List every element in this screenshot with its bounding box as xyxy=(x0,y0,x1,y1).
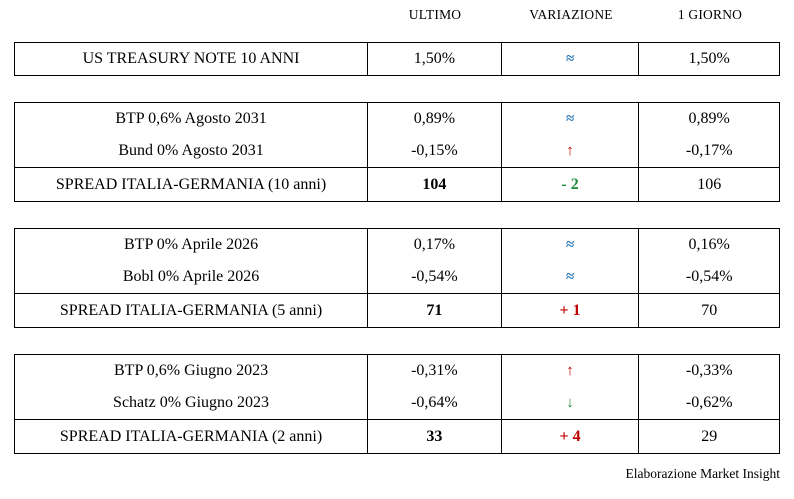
block-spread-2-anni xyxy=(14,354,780,454)
spread-row-cell xyxy=(15,167,367,201)
giorno-value: 1,50% xyxy=(688,50,730,67)
block-spacer xyxy=(0,202,794,228)
variazione-value-column xyxy=(502,103,640,201)
giorno-value: 29 xyxy=(701,427,718,445)
instrument-label-column xyxy=(15,229,368,327)
spread-row-cell xyxy=(502,293,639,327)
table-row-cell xyxy=(15,387,367,419)
table-row-cell xyxy=(368,103,501,135)
table-row-cell xyxy=(368,135,501,167)
table-row-cell xyxy=(502,43,639,75)
table-row-cell xyxy=(15,355,367,387)
table-row-cell xyxy=(15,261,367,293)
giorno-value-column xyxy=(639,229,779,327)
giorno-value-column xyxy=(639,103,779,201)
giorno-value: 0,89% xyxy=(688,110,730,127)
table-header xyxy=(14,0,780,28)
table-row-cell xyxy=(368,355,501,387)
ultimo-value: 1,50% xyxy=(413,50,456,67)
header-label-column xyxy=(14,6,368,10)
table-row-cell xyxy=(15,135,367,167)
spread-row-cell xyxy=(368,293,501,327)
instrument-label-column xyxy=(15,103,368,201)
spread-row-cell xyxy=(15,419,367,453)
giorno-value: -0,62% xyxy=(685,394,733,411)
header-variazione: VARIAZIONE xyxy=(529,7,613,22)
ultimo-value: 33 xyxy=(426,427,443,445)
ultimo-value-column xyxy=(368,229,502,327)
table-row-cell xyxy=(502,229,639,261)
instrument-label: SPREAD ITALIA-GERMANIA (2 anni) xyxy=(59,427,323,445)
spread-row-cell xyxy=(368,167,501,201)
variazione-value: ↑ xyxy=(566,142,574,159)
ultimo-value: -0,15% xyxy=(411,142,458,159)
spread-row-cell xyxy=(639,419,779,453)
variazione-value-column xyxy=(502,355,640,453)
instrument-label: Bund 0% Agosto 2031 xyxy=(118,142,264,159)
table-row-cell xyxy=(502,261,639,293)
instrument-label: Bobl 0% Aprile 2026 xyxy=(122,268,260,285)
header-ultimo: ULTIMO xyxy=(408,7,462,22)
giorno-value: 0,16% xyxy=(688,236,730,253)
ultimo-value: 104 xyxy=(422,175,447,193)
block-spacer xyxy=(0,28,794,42)
variazione-value: ≈ xyxy=(565,110,575,127)
spread-row-cell xyxy=(639,167,779,201)
table-row-cell xyxy=(639,387,779,419)
variazione-value: ≈ xyxy=(565,268,575,285)
giorno-value-column xyxy=(639,355,779,453)
giorno-value: -0,33% xyxy=(685,362,733,379)
instrument-label: SPREAD ITALIA-GERMANIA (5 anni) xyxy=(59,301,323,319)
ultimo-value-column xyxy=(368,355,502,453)
header-giorno: 1 GIORNO xyxy=(677,7,743,22)
variazione-value: + 4 xyxy=(559,427,581,445)
instrument-label-column xyxy=(15,43,368,75)
ultimo-value: 71 xyxy=(426,301,443,319)
table-row-cell xyxy=(15,43,367,75)
variazione-value: + 1 xyxy=(559,301,581,319)
giorno-value: -0,17% xyxy=(685,142,733,159)
instrument-label: SPREAD ITALIA-GERMANIA (10 anni) xyxy=(55,175,327,193)
spread-row-cell xyxy=(368,419,501,453)
giorno-value-column xyxy=(639,43,779,75)
table-row-cell xyxy=(368,387,501,419)
table-body xyxy=(0,28,794,454)
table-row-cell xyxy=(502,355,639,387)
ultimo-value: 0,17% xyxy=(413,236,456,253)
ultimo-value-column xyxy=(368,43,502,75)
ultimo-value: -0,54% xyxy=(411,268,458,285)
variazione-value: ↑ xyxy=(566,362,574,379)
table-row-cell xyxy=(368,261,501,293)
giorno-value: -0,54% xyxy=(685,268,733,285)
variazione-value: - 2 xyxy=(561,175,579,193)
giorno-value: 70 xyxy=(701,301,718,319)
giorno-value: 106 xyxy=(697,175,722,193)
instrument-label: US TREASURY NOTE 10 ANNI xyxy=(82,50,300,67)
instrument-label: BTP 0,6% Giugno 2023 xyxy=(114,362,269,379)
table-row-cell xyxy=(639,103,779,135)
block-spacer xyxy=(0,76,794,102)
table-row-cell xyxy=(15,103,367,135)
variazione-value: ≈ xyxy=(565,50,575,67)
variazione-value: ≈ xyxy=(565,236,575,253)
table-row-cell xyxy=(639,229,779,261)
spread-row-cell xyxy=(502,419,639,453)
variazione-value-column xyxy=(502,43,640,75)
ultimo-value: -0,64% xyxy=(411,394,458,411)
table-row-cell xyxy=(502,103,639,135)
instrument-label: BTP 0% Aprile 2026 xyxy=(124,236,259,253)
table-row-cell xyxy=(502,135,639,167)
table-row-cell xyxy=(502,387,639,419)
spread-row-cell xyxy=(639,293,779,327)
table-row-cell xyxy=(639,43,779,75)
ultimo-value-column xyxy=(368,103,502,201)
block-spread-10-anni xyxy=(14,102,780,202)
table-row-cell xyxy=(639,261,779,293)
ultimo-value: 0,89% xyxy=(413,110,456,127)
variazione-value: ↓ xyxy=(566,394,574,411)
table-row-cell xyxy=(639,355,779,387)
table-row-cell xyxy=(639,135,779,167)
instrument-label: BTP 0,6% Agosto 2031 xyxy=(115,110,267,127)
block-us-treasury xyxy=(14,42,780,76)
spread-row-cell xyxy=(502,167,639,201)
table-row-cell xyxy=(15,229,367,261)
block-spread-5-anni xyxy=(14,228,780,328)
spread-row-cell xyxy=(15,293,367,327)
instrument-label-column xyxy=(15,355,368,453)
table-row-cell xyxy=(368,43,501,75)
instrument-label: Schatz 0% Giugno 2023 xyxy=(113,394,270,411)
ultimo-value: -0,31% xyxy=(411,362,458,379)
table-row-cell xyxy=(368,229,501,261)
footer-credit: Elaborazione Market Insight xyxy=(625,466,780,481)
block-spacer xyxy=(0,328,794,354)
variazione-value-column xyxy=(502,229,640,327)
